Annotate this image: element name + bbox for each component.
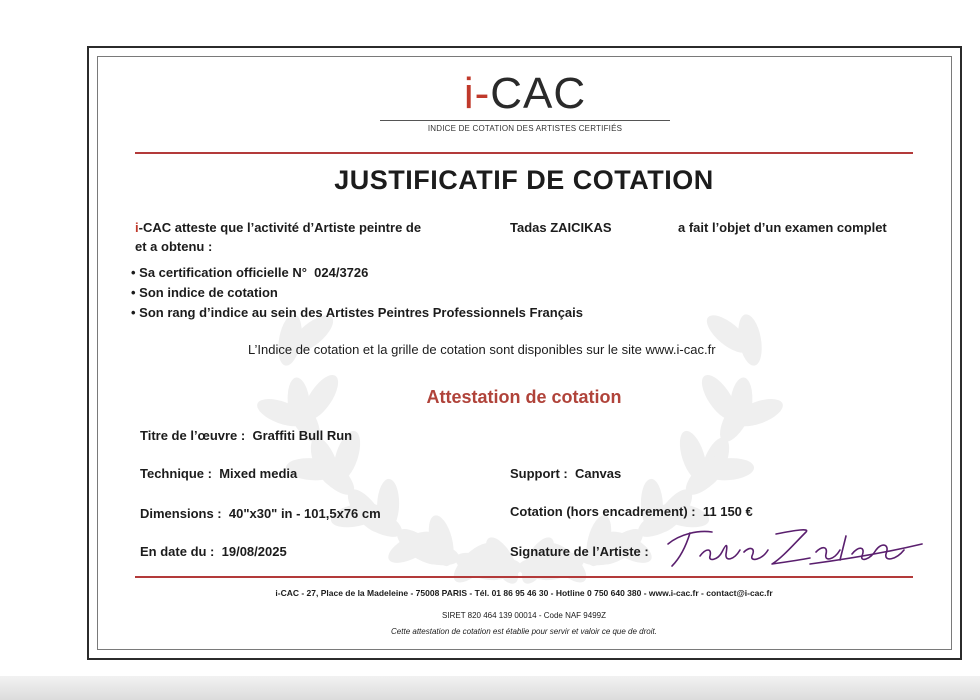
header-divider <box>135 152 913 154</box>
cotation-label: Cotation (hors encadrement) : <box>510 504 696 519</box>
date-field <box>140 544 287 559</box>
signature-label: Signature de l’Artiste : <box>510 544 649 559</box>
bullet-certification-label: • Sa certification officielle N° <box>131 265 307 280</box>
footer-siret: SIRET 820 464 139 00014 - Code NAF 9499Z <box>442 611 606 620</box>
scan-bottom-edge <box>0 676 980 700</box>
logo <box>420 69 630 118</box>
date-label: En date du : <box>140 544 215 559</box>
support-value: Canvas <box>575 466 622 481</box>
dimensions-field <box>140 506 381 521</box>
bullet-index: • Son indice de cotation <box>131 285 278 300</box>
support-label: Support : <box>510 466 568 481</box>
availability-note: L’Indice de cotation et la grille de cotation sont disponibles sur le site www.i-cac.fr <box>248 342 716 357</box>
logo-prefix: i- <box>463 69 491 118</box>
cotation-field <box>510 504 753 519</box>
intro-line-2: et a obtenu : <box>135 239 213 254</box>
document-title: JUSTIFICATIF DE COTATION <box>334 165 714 195</box>
intro-line-1-end: a fait l’objet d’un examen complet <box>678 220 887 235</box>
dimensions-label: Dimensions : <box>140 506 222 521</box>
intro-line-1 <box>135 220 421 235</box>
support-field <box>510 466 621 481</box>
artist-signature <box>660 520 930 570</box>
artwork-title-value: Graffiti Bull Run <box>252 428 353 443</box>
artist-name: Tadas ZAICIKAS <box>510 220 612 235</box>
bullet-certification <box>131 265 368 280</box>
logo-tagline: INDICE DE COTATION DES ARTISTES CERTIFIÉS <box>380 120 670 133</box>
section-subtitle: Attestation de cotation <box>426 387 622 407</box>
footer-contact: i-CAC - 27, Place de la Madeleine - 75008 PARIS - Tél. 01 86 95 46 30 - Hotline 0 750 640 380 - www.i-cac.fr - contact@i-cac.fr <box>275 588 773 598</box>
technique-label: Technique : <box>140 466 212 481</box>
artwork-title-label: Titre de l’œuvre : <box>140 428 246 443</box>
footer-divider <box>135 576 913 578</box>
date-value: 19/08/2025 <box>221 544 287 559</box>
certification-number: 024/3726 <box>314 265 369 280</box>
dimensions-value: 40"x30" in - 101,5x76 cm <box>228 506 381 521</box>
technique-field <box>140 466 297 481</box>
bullet-rank: • Son rang d’indice au sein des Artistes Peintres Professionnels Français <box>131 305 583 320</box>
intro-line-1-text: -CAC atteste que l’activité d’Artiste peintre de <box>138 220 422 235</box>
cotation-value: 11 150 € <box>702 504 753 519</box>
logo-name: CAC <box>490 69 587 118</box>
technique-value: Mixed media <box>219 466 298 481</box>
artwork-title-field <box>140 428 352 443</box>
intro-brand-i: i <box>135 220 139 235</box>
footer-legal-note: Cette attestation de cotation est établie pour servir et valoir ce que de droit. <box>391 627 657 636</box>
